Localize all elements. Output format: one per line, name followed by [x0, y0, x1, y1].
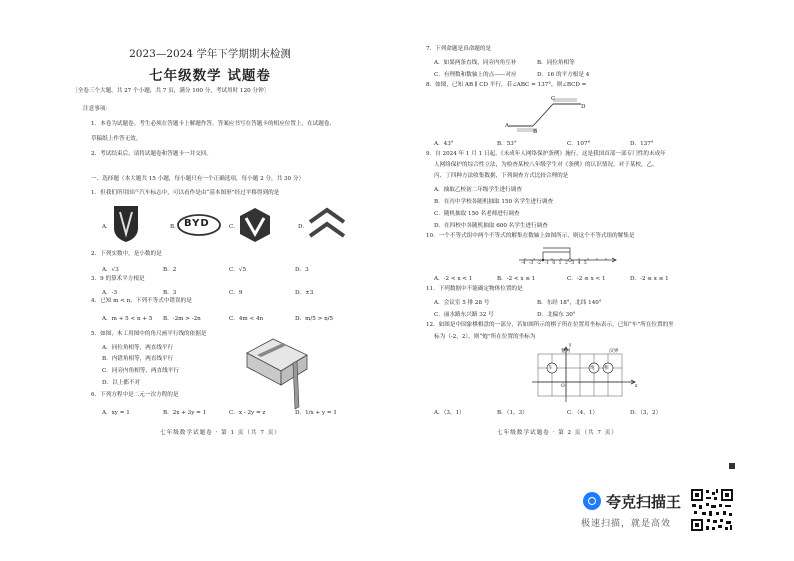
q9-option-c: C．随机抽取 150 名老师进行调查 — [434, 211, 520, 217]
q1-logo-b-text: BYD — [184, 218, 210, 229]
q11-option-b: B．东经 18°，北纬 140° — [537, 300, 602, 306]
q10-tick-label: 0 — [552, 261, 556, 266]
q10-tick-label: 4 — [577, 261, 581, 266]
q12-chessboard-figure — [532, 346, 642, 406]
q9-option-b: B．在丙中学校各随机抽取 150 名学生进行调查 — [434, 199, 554, 205]
q10-tick-label: 3 — [571, 261, 575, 266]
q8-label-d: D — [581, 104, 586, 110]
q6-option-a: A．xy = 1 — [102, 410, 130, 416]
q8-option-c: C．107° — [567, 141, 591, 147]
qr-code-icon — [690, 488, 734, 532]
question-2: 2．下列实数中，是小数的是 — [91, 251, 162, 257]
q4-option-b: B．-2m > -2n — [163, 316, 201, 322]
q1-option-b: B． — [170, 224, 180, 230]
q12-river-label-2: 汉界 — [609, 349, 619, 354]
q12-option-d: D．（3，2） — [630, 410, 662, 416]
scan-corner-mark — [729, 463, 735, 469]
q8-option-d: D．137° — [630, 141, 654, 147]
q8-option-b: B．53° — [497, 141, 517, 147]
question-9-line-2: 人网络保护的综合性立法，为检查某校八年级学生对《条例》的认识情况，对于某校，乙、 — [434, 162, 658, 168]
exam-info: 〔全卷三个大题，共 27 个小题，共 7 页，满分 100 分，考试用时 120 分钟〕 — [72, 88, 270, 94]
q4-option-a: A．m + 5 < n + 5 — [102, 316, 153, 322]
q1-option-a: A． — [102, 224, 112, 230]
q12-option-b: B．（1，3） — [497, 410, 528, 416]
q4-option-d: D．m/5 > n/5 — [295, 316, 334, 322]
q5-option-d: D．以上都不对 — [102, 380, 141, 386]
q12-axis-x: x — [635, 384, 638, 389]
exam-title: 2023—2024 学年下学期期末检测 — [129, 48, 291, 60]
q8-option-a: A．43° — [434, 141, 454, 147]
q2-option-d: D．3 — [295, 267, 309, 273]
q6-option-b: B．2x + 3y = 1 — [163, 410, 207, 416]
q10-tick-label: 5 — [583, 261, 587, 266]
q2-option-a: A．√3 — [102, 267, 119, 273]
q4-option-c: C．4m < 4n — [229, 316, 264, 322]
q10-option-b: B．-2 < x ≤ 1 — [497, 276, 536, 282]
q5-carpenter-square-figure — [243, 333, 311, 413]
notice-1b: 草稿纸上作答无效。 — [91, 136, 142, 142]
q10-option-d: D．-2 ≤ x ≤ 1 — [630, 276, 669, 282]
q10-tick-label: 2 — [564, 261, 568, 266]
notice-1a: 1．本卷为试题卷。考生必须在答题卡上解题作答。答案应书写在答题卡的相应位置上，在试题卷、 — [91, 121, 336, 127]
question-9-line-1: 9．自 2024 年 1 月 1 日起，《未成年人网络保护条例》施行，这是我国首部一部专门性的未成年 — [426, 151, 666, 157]
question-10: 10．一个不等式组中两个不等式的解集在数轴上如图所示，则这个不等式组的解集是 — [426, 233, 635, 239]
q12-option-a: A．（3，1） — [434, 410, 465, 416]
question-3: 3．9 的算术平方根是 — [91, 276, 145, 282]
q3-option-b: B．3 — [163, 290, 177, 296]
q2-option-b: B．2 — [163, 267, 177, 273]
q10-tick-labels — [521, 261, 587, 266]
q12-piece-cannon: 炮 — [590, 366, 595, 371]
question-7: 7．下列命题是真命题的是 — [426, 46, 492, 52]
exam-page-2 — [397, 0, 794, 561]
section-1-heading: 一、选择题（本大题共 15 小题，每小题只有一个正确选项，每小题 2 分，共 30 分） — [91, 176, 305, 182]
q8-label-a: A — [505, 123, 510, 129]
q10-tick-label: 1 — [558, 261, 562, 266]
q7-option-d: D．16 的平方根是 4 — [537, 72, 590, 78]
q12-axis-origin: O — [561, 384, 565, 389]
q5-option-b: B．内错角相等，两直线平行 — [102, 356, 174, 362]
watermark-subtitle: 极速扫描，就是高效 — [581, 519, 672, 529]
q11-option-a: A．会议室 5 排 28 号 — [434, 300, 490, 306]
q10-option-a: A．-2 < x < 1 — [434, 276, 473, 282]
q1-logo-d-icon — [307, 206, 347, 246]
q3-option-c: C．9 — [229, 290, 243, 296]
notice-2: 2．考试结束后，请将试题卷和答题卡一并交回。 — [91, 151, 213, 157]
q1-logo-a-icon — [112, 204, 140, 244]
q7-option-a: A．如果两条直线，同旁内角互补 — [434, 60, 517, 66]
q8-label-b: B — [533, 129, 538, 135]
q12-river-label-1: 楚河 — [561, 349, 571, 354]
q10-tick-label: -1 — [544, 261, 549, 266]
question-12-line-2: 标为（-2，2），则“炮”所在位置的坐标为 — [434, 334, 536, 340]
question-1: 1．但我们所用国产汽车标志中，可以看作是由“基本图形”经过平移得到的是 — [91, 190, 280, 196]
q10-tick-label: -3 — [528, 261, 534, 266]
q2-option-c: C．√5 — [229, 267, 246, 273]
question-12-line-1: 12．如图是中国象棋棋盘的一部分，若如图所示的棋子所在位置用坐标表示，已知“车”所在位置的坐 — [426, 322, 674, 328]
exam-subtitle: 七年级数学 试题卷 — [149, 68, 271, 84]
q10-tick-label: -4 — [521, 261, 526, 266]
q10-tick-label: -2 — [536, 261, 542, 266]
q9-option-d: D．在四校中各随机抽取 600 名学生进行调查 — [434, 223, 548, 229]
q1-option-d: D． — [298, 224, 309, 230]
question-4: 4．已知 m < n，下列不等式中错误的是 — [91, 298, 192, 304]
question-6: 6．下列方程中是二元一次方程的是 — [91, 392, 179, 398]
q3-option-a: A．-3 — [102, 290, 118, 296]
q8-label-c: C — [551, 96, 556, 102]
q7-option-b: B．同位角相等 — [537, 60, 575, 66]
q1-option-c: C． — [229, 224, 239, 230]
question-11: 11．下列数据中不能确定物体位置的是 — [426, 286, 523, 292]
page-1-footer: 七年级数学试题卷 · 第 1 页（共 7 页） — [160, 430, 281, 436]
q11-option-c: C．丽水路东兴路 32 号 — [434, 312, 494, 318]
q7-option-c: C．有理数和数轴上的点——对应 — [434, 72, 517, 78]
q5-option-a: A．同位角相等，两直线平行 — [102, 345, 174, 351]
q12-option-c: C．（4，1） — [567, 410, 598, 416]
notice-header: 注意事项： — [83, 106, 111, 112]
page-2-footer: 七年级数学试题卷 · 第 2 页（共 7 页） — [497, 430, 618, 436]
q12-piece-chariot: 车 — [548, 366, 553, 371]
q12-piece-elephant: 相 — [604, 366, 609, 371]
q10-option-c: C．-2 ≤ x < 1 — [567, 276, 606, 282]
q3-option-d: D．±3 — [295, 290, 314, 296]
q5-option-c: C．同旁内角相等，两直线平行 — [102, 368, 179, 374]
q6-option-d: D．1/x + y = 1 — [295, 410, 337, 416]
question-8: 8．如图，已知 AB ∥ CD 平行，若∠ABC = 137°，则∠BCD = — [426, 82, 587, 88]
q6-option-c: C．x - 2y = z — [229, 410, 266, 416]
watermark-title: 夸克扫描王 — [606, 493, 682, 511]
q8-parallel-lines-figure — [507, 92, 587, 137]
quark-logo-icon — [583, 492, 601, 510]
question-5: 5．如图，木工用图中的角尺画平行线的依据是 — [91, 331, 207, 337]
q12-axis-y: y — [569, 343, 572, 348]
q9-option-a: A．抽取乙校初二年级学生进行调查 — [434, 187, 522, 193]
question-9-line-3: 丙、丁四种方法收集数据，下列调查方式比较合理的是 — [434, 173, 569, 179]
q11-option-d: D．北偏东 30° — [537, 312, 576, 318]
q1-logo-c-icon — [238, 206, 272, 244]
